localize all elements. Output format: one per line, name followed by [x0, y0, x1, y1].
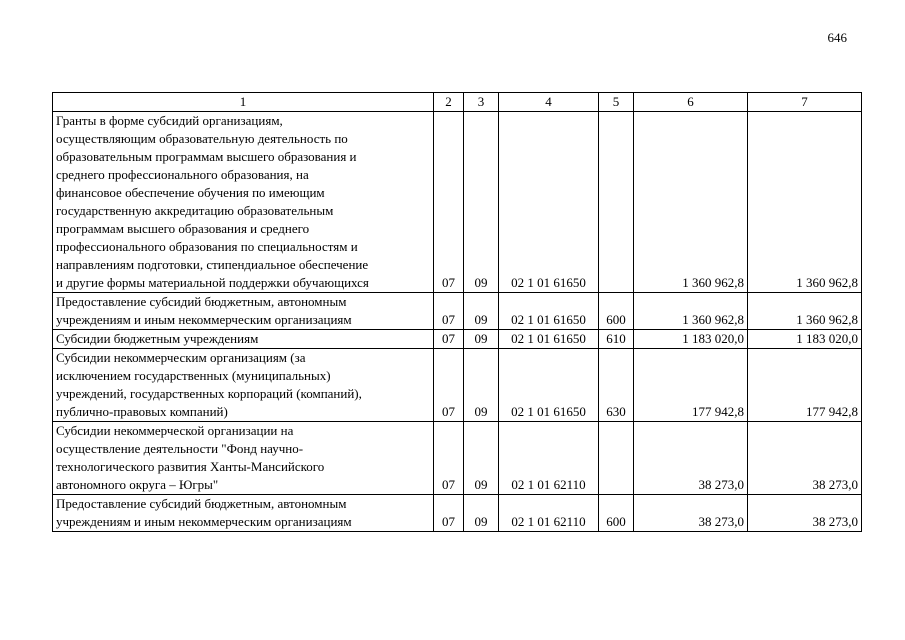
- table-row: [53, 349, 862, 422]
- cell-name-line: осуществление деятельности "Фонд научно-: [56, 441, 304, 456]
- cell-name-line: Гранты в форме субсидий организациям,: [56, 113, 283, 128]
- table-row: [53, 330, 862, 349]
- cell-name-line: учреждениям и иным некоммерческим организациям: [56, 514, 352, 529]
- cell-expense-type: 610: [599, 330, 634, 349]
- cell-target-article: 02 1 01 61650: [499, 349, 599, 422]
- cell-name-line: автономного округа – Югры": [56, 477, 219, 492]
- table-body: [53, 112, 862, 532]
- cell-section: 07: [434, 349, 464, 422]
- cell-subsection: 09: [464, 422, 499, 495]
- budget-table: [52, 92, 862, 532]
- cell-name-line: финансовое обеспечение обучения по имеющим: [56, 185, 325, 200]
- cell-name-line: образовательным программам высшего образования и: [56, 149, 357, 164]
- cell-name: [53, 293, 434, 330]
- cell-amount-total: 1 360 962,8: [634, 112, 748, 293]
- cell-name: [53, 349, 434, 422]
- cell-expense-type: [599, 112, 634, 293]
- cell-target-article: 02 1 01 61650: [499, 112, 599, 293]
- cell-section: 07: [434, 330, 464, 349]
- cell-section: 07: [434, 422, 464, 495]
- cell-expense-type: 600: [599, 293, 634, 330]
- cell-amount-budget: 1 360 962,8: [748, 112, 862, 293]
- column-header-3: 3: [464, 93, 499, 112]
- cell-name: [53, 495, 434, 532]
- cell-amount-total: 177 942,8: [634, 349, 748, 422]
- cell-name-line: среднего профессионального образования, на: [56, 167, 309, 182]
- cell-expense-type: 600: [599, 495, 634, 532]
- cell-name-line: исключением государственных (муниципальных): [56, 368, 331, 383]
- cell-name-line: Предоставление субсидий бюджетным, автономным: [56, 294, 347, 309]
- cell-name: [53, 422, 434, 495]
- cell-expense-type: 630: [599, 349, 634, 422]
- cell-amount-budget: 38 273,0: [748, 422, 862, 495]
- cell-amount-total: 1 360 962,8: [634, 293, 748, 330]
- cell-name-line: Субсидии некоммерческой организации на: [56, 423, 294, 438]
- column-header-7: 7: [748, 93, 862, 112]
- cell-name-line: Субсидии бюджетным учреждениям: [56, 331, 259, 346]
- cell-name-line: технологического развития Ханты-Мансийского: [56, 459, 325, 474]
- cell-target-article: 02 1 01 61650: [499, 293, 599, 330]
- cell-name-line: публично-правовых компаний): [56, 404, 228, 419]
- cell-name: [53, 112, 434, 293]
- cell-subsection: 09: [464, 495, 499, 532]
- cell-name-line: учреждениям и иным некоммерческим организациям: [56, 312, 352, 327]
- column-header-6: 6: [634, 93, 748, 112]
- cell-expense-type: [599, 422, 634, 495]
- cell-target-article: 02 1 01 61650: [499, 330, 599, 349]
- column-header-5: 5: [599, 93, 634, 112]
- cell-name-line: учреждений, государственных корпораций (компаний),: [56, 386, 362, 401]
- cell-target-article: 02 1 01 62110: [499, 422, 599, 495]
- cell-name-line: осуществляющим образовательную деятельность по: [56, 131, 348, 146]
- cell-amount-budget: 1 183 020,0: [748, 330, 862, 349]
- cell-subsection: 09: [464, 330, 499, 349]
- cell-amount-total: 1 183 020,0: [634, 330, 748, 349]
- table-row: [53, 422, 862, 495]
- column-header-1: 1: [53, 93, 434, 112]
- cell-section: 07: [434, 293, 464, 330]
- cell-amount-budget: 177 942,8: [748, 349, 862, 422]
- cell-section: 07: [434, 495, 464, 532]
- table-row: [53, 293, 862, 330]
- cell-amount-total: 38 273,0: [634, 495, 748, 532]
- cell-name-line: государственную аккредитацию образовательным: [56, 203, 334, 218]
- cell-section: 07: [434, 112, 464, 293]
- cell-name-line: направлениям подготовки, стипендиальное обеспечение: [56, 257, 369, 272]
- column-header-2: 2: [434, 93, 464, 112]
- cell-subsection: 09: [464, 293, 499, 330]
- cell-name-line: Предоставление субсидий бюджетным, автономным: [56, 496, 347, 511]
- page-number: 646: [827, 30, 847, 45]
- cell-subsection: 09: [464, 112, 499, 293]
- cell-name-line: Субсидии некоммерческим организациям (за: [56, 350, 306, 365]
- cell-target-article: 02 1 01 62110: [499, 495, 599, 532]
- cell-name-line: программам высшего образования и среднего: [56, 221, 310, 236]
- cell-name-line: профессионального образования по специальностям и: [56, 239, 358, 254]
- column-header-4: 4: [499, 93, 599, 112]
- cell-amount-total: 38 273,0: [634, 422, 748, 495]
- table-row: [53, 495, 862, 532]
- header-row: [53, 93, 862, 112]
- cell-amount-budget: 1 360 962,8: [748, 293, 862, 330]
- table-row: [53, 112, 862, 293]
- cell-amount-budget: 38 273,0: [748, 495, 862, 532]
- cell-subsection: 09: [464, 349, 499, 422]
- cell-name: [53, 330, 434, 349]
- cell-name-line: и другие формы материальной поддержки обучающихся: [56, 275, 369, 290]
